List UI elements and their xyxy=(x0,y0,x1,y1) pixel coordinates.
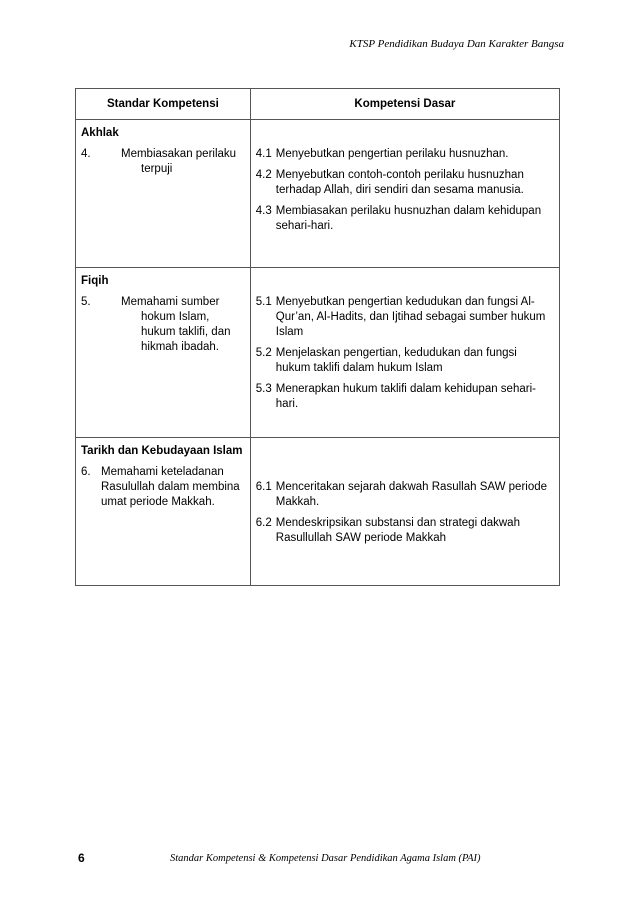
kd-text: Menyebutkan pengertian kedudukan dan fungsi Al-Qur’an, Al-Hadits, dan Ijtihad sebagai sumber hukum Islam xyxy=(275,296,546,338)
kd-text: Menyebutkan pengertian perilaku husnuzhan. xyxy=(275,148,509,160)
kd-text: Menerapkan hukum taklifi dalam kehidupan sehari-hari. xyxy=(275,383,536,410)
kd-number: 5.3 xyxy=(255,383,272,395)
kd-item xyxy=(256,346,554,376)
category-label: Fiqih xyxy=(81,275,109,287)
kd-item xyxy=(256,168,554,198)
sk-number: 6. xyxy=(81,466,91,478)
kd-cell xyxy=(250,438,559,586)
category-label: Akhlak xyxy=(81,127,119,139)
sk-number: 5. xyxy=(81,296,91,308)
kd-number: 4.3 xyxy=(255,205,272,217)
sk-item xyxy=(81,465,246,510)
header-kompetensi-dasar: Kompetensi Dasar xyxy=(250,89,559,120)
kd-item xyxy=(256,295,554,340)
kd-cell xyxy=(250,120,559,268)
kd-text: Menjelaskan pengertian, kedudukan dan fungsi hukum taklifi dalam hukum Islam xyxy=(275,347,517,374)
sk-item xyxy=(81,295,246,355)
kd-cell xyxy=(250,268,559,438)
sk-text: Memahami sumber hokum Islam, hukum taklifi, dan hikmah ibadah. xyxy=(121,296,231,353)
kd-number: 5.1 xyxy=(255,296,272,308)
sk-cell xyxy=(76,438,251,586)
category-label: Tarikh dan Kebudayaan Islam xyxy=(81,445,243,457)
kd-item xyxy=(256,382,554,412)
running-header: KTSP Pendidikan Budaya Dan Karakter Bangsa xyxy=(349,38,564,50)
table-row xyxy=(76,438,560,586)
table-header-row xyxy=(76,89,560,120)
kd-number: 5.2 xyxy=(255,347,272,359)
sk-item xyxy=(81,147,246,177)
kd-number: 4.2 xyxy=(255,169,272,181)
page-number: 6 xyxy=(78,851,85,865)
sk-text: Membiasakan perilaku terpuji xyxy=(121,148,237,175)
competency-table xyxy=(75,88,560,586)
sk-number: 4. xyxy=(81,148,91,160)
kd-text: Membiasakan perilaku husnuzhan dalam kehidupan sehari-hari. xyxy=(275,205,542,232)
header-standar-kompetensi: Standar Kompetensi xyxy=(76,89,251,120)
kd-item xyxy=(256,480,554,510)
sk-cell xyxy=(76,268,251,438)
kd-item xyxy=(256,147,554,162)
running-footer: Standar Kompetensi & Kompetensi Dasar Pendidikan Agama Islam (PAI) xyxy=(170,853,481,864)
sk-text: Memahami keteladanan Rasulullah dalam membina umat periode Makkah. xyxy=(101,466,240,508)
table-row xyxy=(76,268,560,438)
sk-cell xyxy=(76,120,251,268)
kd-item xyxy=(256,204,554,234)
kd-number: 6.2 xyxy=(255,517,272,529)
table-row xyxy=(76,120,560,268)
kd-number: 6.1 xyxy=(255,481,272,493)
kd-text: Menceritakan sejarah dakwah Rasullah SAW periode Makkah. xyxy=(275,481,548,508)
kd-text: Menyebutkan contoh-contoh perilaku husnuzhan terhadap Allah, diri sendiri dan sesama manusia. xyxy=(275,169,524,196)
kd-item xyxy=(256,516,554,546)
kd-number: 4.1 xyxy=(255,148,272,160)
kd-text: Mendeskripsikan substansi dan strategi dakwah Rasullullah SAW periode Makkah xyxy=(275,517,520,544)
